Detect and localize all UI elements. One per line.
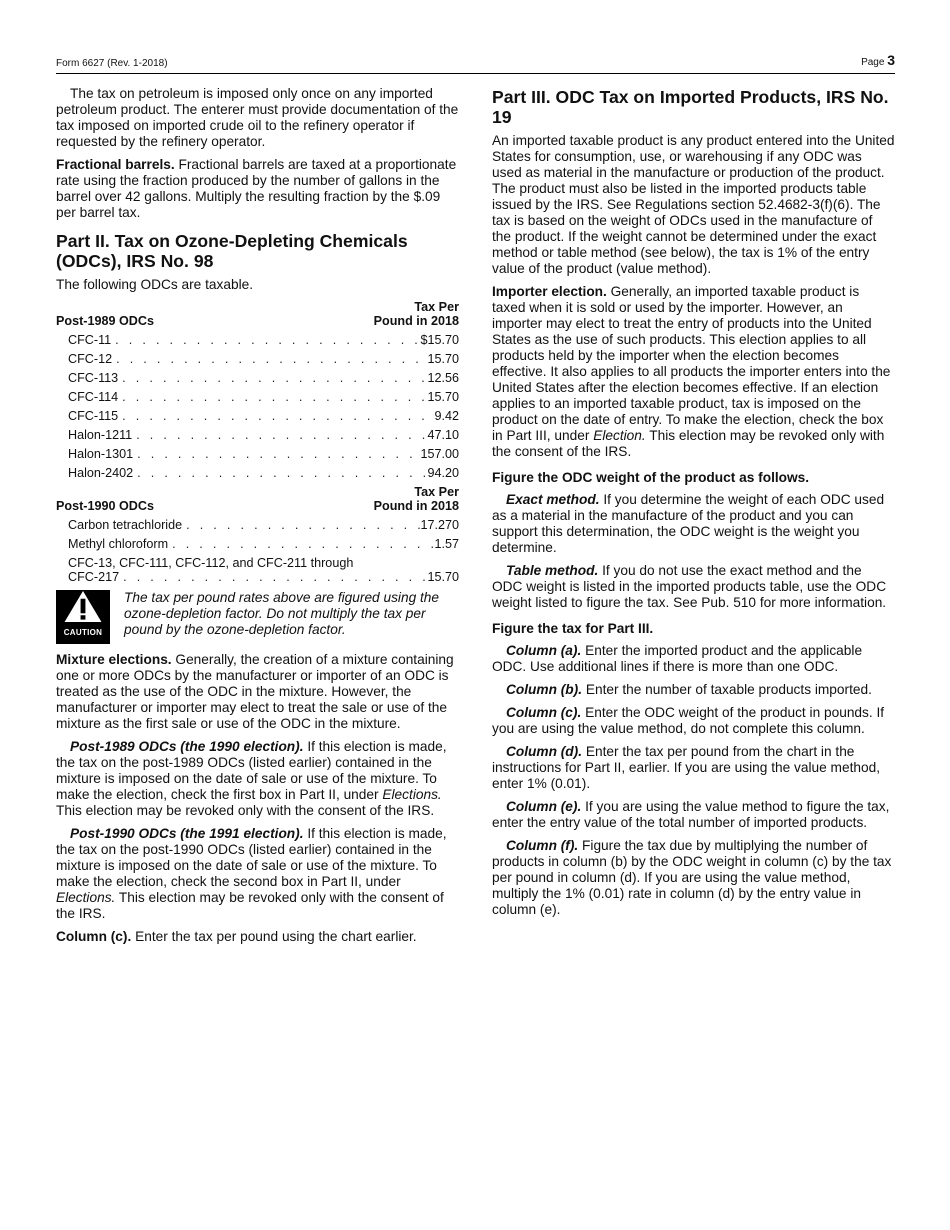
odc-name: CFC-114: [68, 390, 119, 404]
post-1990-election-text-a: If this election is made, the tax on the post-1990 ODCs (listed earlier) contained in the mixture is imposed on the date of sale or use of the mixture. To make the election, check the second box in Part II, under: [56, 826, 447, 889]
exact-method-lead: Exact method.: [506, 492, 600, 507]
table-row: [56, 537, 459, 556]
caution-icon: [56, 590, 110, 644]
column-lead: Column (d).: [506, 744, 583, 759]
dot-leader: [133, 466, 427, 480]
right-column: [492, 86, 895, 925]
odc-name: CFC-11: [68, 333, 112, 347]
importer-election-paragraph: [492, 284, 895, 460]
table-method-lead: Table method.: [506, 563, 599, 578]
column-d-paragraph: [492, 744, 895, 792]
table-row: [56, 556, 459, 584]
exact-method-paragraph: [492, 492, 895, 556]
dot-leader: [182, 518, 420, 532]
mixture-elections-text: Generally, the creation of a mixture containing one or more ODCs by the manufacturer or importer of an ODC is treated as the use of the ODC in the mixture. However, the manufacturer or importer may elect to treat the sale or use of the mixture as the first sale or use of the ODC in the mixture.: [56, 652, 454, 731]
fractional-barrels-paragraph: [56, 157, 459, 221]
odc-name: Halon-1301: [68, 447, 134, 461]
dot-leader: [132, 428, 427, 442]
table-row: [56, 352, 459, 371]
caution-box: [56, 590, 459, 644]
importer-election-text-a: Generally, an imported taxable product is taxed when it is sold or used by the importer. However, an importer may elect to treat the entry of products into the United States as the use of such products. This election applies to all products held by the importer when the election becomes effective. It also applies to all products the importer enters into the United States after the election becomes effective. If an election applies to an imported taxable product, tax is imposed on the product on the date of entry. To make the election, check the box in Part III, under: [492, 284, 891, 443]
table-row: [56, 390, 459, 409]
odc-rate: 15.70: [427, 352, 459, 366]
post-1990-election-paragraph: [56, 826, 459, 922]
tax-per-header-line2: Pound in 2018: [373, 499, 459, 513]
odc-name-line2: CFC-217: [68, 570, 120, 584]
column-c-paragraph: [56, 929, 459, 945]
column-text: If you are using the value method to figure the tax, enter the entry value of the total number of imported products.: [492, 799, 890, 830]
mixture-elections-paragraph: [56, 652, 459, 732]
odc-name-line1: CFC-13, CFC-111, CFC-112, and CFC-211 through: [68, 556, 354, 570]
post-1989-election-text-a: If this election is made, the tax on the post-1989 ODCs (listed earlier) contained in the mixture is imposed on the date of sale or use of the mixture. To make the election, check the first box in Part II, under: [56, 739, 447, 802]
post-1990-election-text-b: This election may be revoked only with the consent of the IRS.: [56, 890, 444, 921]
dot-leader: [118, 390, 427, 404]
column-lead: Column (b).: [506, 682, 583, 697]
odc-name: CFC-113: [68, 371, 119, 385]
column-c-paragraph: [492, 705, 895, 737]
column-text: Enter the ODC weight of the product in pounds. If you are using the value method, do not complete this column.: [492, 705, 885, 736]
dot-leader: [118, 371, 427, 385]
post-1990-election-em: Elections.: [56, 890, 116, 905]
column-lead: Column (e).: [506, 799, 582, 814]
table-row: [56, 409, 459, 428]
dot-leader: [119, 570, 427, 584]
post-1990-election-lead: Post-1990 ODCs (the 1991 election).: [70, 826, 304, 841]
tax-per-pound-header: [374, 485, 459, 513]
odc-name: Carbon tetrachloride: [68, 518, 183, 532]
dot-leader: [133, 447, 420, 461]
odc-rate: 17.270: [420, 518, 459, 532]
column-e-paragraph: [492, 799, 895, 831]
importer-election-text-b: This election may be revoked only with the consent of the IRS.: [492, 428, 885, 459]
odc-name: Halon-1211: [68, 428, 133, 442]
page-label: Page: [861, 57, 885, 68]
column-f-paragraph: [492, 838, 895, 918]
table-row: [56, 466, 459, 485]
dot-leader: [111, 333, 420, 347]
odc-rate: $15.70: [420, 333, 459, 347]
part2-heading: Part II. Tax on Ozone-Depleting Chemicals (ODCs), IRS No. 98: [56, 231, 408, 271]
imported-product-paragraph: An imported taxable product is any product entered into the United States for consumption, use, or warehousing if any ODC was used as material in the manufacture or production of the product. The product must also be listed in the imported products table issued by the IRS. See Regulations section 52.4682-3(f)(6). The tax is based on the weight of ODCs used in the manufacture of the product. If the weight cannot be determined under the exact method or table method (see below), the tax is 1% of the entry value of the product (value method).: [492, 133, 895, 276]
post-1989-table-header: [56, 300, 459, 328]
table-row: [56, 447, 459, 466]
part3-heading: Part III. ODC Tax on Imported Products, IRS No. 19: [492, 87, 889, 127]
exact-method-text: If you determine the weight of each ODC used as a material in the manufacture of the product and you can support this determination, the ODC weight is the weight you determine.: [492, 492, 885, 555]
post-1989-election-em: Elections.: [382, 787, 442, 802]
tax-per-header-line1: Tax Per: [414, 485, 459, 499]
tax-per-pound-header: [374, 300, 459, 328]
odc-rate: 47.10: [427, 428, 459, 442]
table-row: [56, 371, 459, 390]
column-lead: Column (c).: [506, 705, 582, 720]
odc-rate: 157.00: [420, 447, 459, 461]
column-c-lead: Column (c).: [56, 929, 132, 944]
odc-rate: 1.57: [434, 537, 459, 551]
column-lead: Column (f).: [506, 838, 579, 853]
post-1989-col-header: Post-1989 ODCs: [56, 314, 154, 328]
column-text: Figure the tax due by multiplying the number of products in column (b) by the ODC weight in column (c) by the tax per pound in column (d). If you are using the value method, multiply the 1% (0.01) rate in column (d) by the entry value in column (e).: [492, 838, 892, 917]
fractional-barrels-lead: Fractional barrels.: [56, 157, 175, 172]
column-a-paragraph: [492, 643, 895, 675]
page-header: [56, 52, 895, 74]
fractional-barrels-text: Fractional barrels are taxed at a proportionate rate using the fraction produced by the number of gallons in the barrel over 42 gallons. Multiply the resulting fraction by the $.09 per barrel tax.: [56, 157, 457, 220]
caution-text: The tax per pound rates above are figured using the ozone-depletion factor. Do not multiply the tax per pound by the ozone-depletion factor.: [124, 590, 440, 637]
tax-per-header-line1: Tax Per: [414, 300, 459, 314]
form-id: Form 6627 (Rev. 1-2018): [56, 58, 168, 69]
odc-name: CFC-12: [68, 352, 113, 366]
odc-rate: 12.56: [427, 371, 459, 385]
column-b-paragraph: [492, 682, 895, 698]
page-number-label: [861, 52, 895, 68]
odc-name: Halon-2402: [68, 466, 134, 480]
column-c-text: Enter the tax per pound using the chart earlier.: [131, 929, 417, 944]
odc-rate: 15.70: [427, 570, 459, 584]
odc-name: CFC-115: [68, 409, 119, 423]
header-rule: [56, 73, 895, 74]
post-1990-table: [56, 485, 459, 584]
figure-weight-heading: Figure the ODC weight of the product as follows.: [492, 470, 810, 485]
table-method-text: If you do not use the exact method and the ODC weight is listed in the imported products table, use the ODC weight listed to figure the tax. See Pub. 510 for more information.: [492, 563, 887, 610]
odc-rate: 9.42: [434, 409, 459, 423]
post-1989-election-paragraph: [56, 739, 459, 819]
post-1990-table-header: [56, 485, 459, 513]
dot-leader: [168, 537, 434, 551]
importer-election-em: Election.: [593, 428, 646, 443]
post-1989-election-lead: Post-1989 ODCs (the 1990 election).: [70, 739, 304, 754]
tax-per-header-line2: Pound in 2018: [373, 314, 459, 328]
odc-name: Methyl chloroform: [68, 537, 169, 551]
left-column: [56, 86, 459, 952]
odc-rate: 94.20: [427, 466, 459, 480]
dot-leader: [112, 352, 427, 366]
petroleum-paragraph: The tax on petroleum is imposed only once on any imported petroleum product. The enterer must provide documentation of the tax imposed on imported crude oil to the refinery operator if requested by the refinery operator.: [56, 86, 459, 149]
column-lead: Column (a).: [506, 643, 582, 658]
importer-election-lead: Importer election.: [492, 284, 607, 299]
figure-tax-heading: Figure the tax for Part III.: [492, 621, 654, 636]
column-text: Enter the imported product and the applicable ODC. Use additional lines if there is more than one ODC.: [492, 643, 863, 674]
table-row: [56, 428, 459, 447]
warning-triangle-icon: [63, 590, 103, 623]
odc-rate: 15.70: [427, 390, 459, 404]
post-1989-table: [56, 300, 459, 485]
page-number: 3: [887, 52, 895, 68]
table-method-paragraph: [492, 563, 895, 611]
post-1990-col-header: Post-1990 ODCs: [56, 499, 154, 513]
column-text: Enter the tax per pound from the chart in the instructions for Part II, earlier. If you are using the value method, enter 1% (0.01).: [492, 744, 881, 791]
post-1989-election-text-b: This election may be revoked only with the consent of the IRS.: [56, 803, 435, 818]
table-row: [56, 333, 459, 352]
mixture-elections-lead: Mixture elections.: [56, 652, 172, 667]
dot-leader: [118, 409, 434, 423]
table-row: [56, 518, 459, 537]
column-text: Enter the number of taxable products imported.: [582, 682, 872, 697]
caution-label: CAUTION: [63, 628, 103, 637]
taxable-intro: The following ODCs are taxable.: [56, 277, 254, 292]
